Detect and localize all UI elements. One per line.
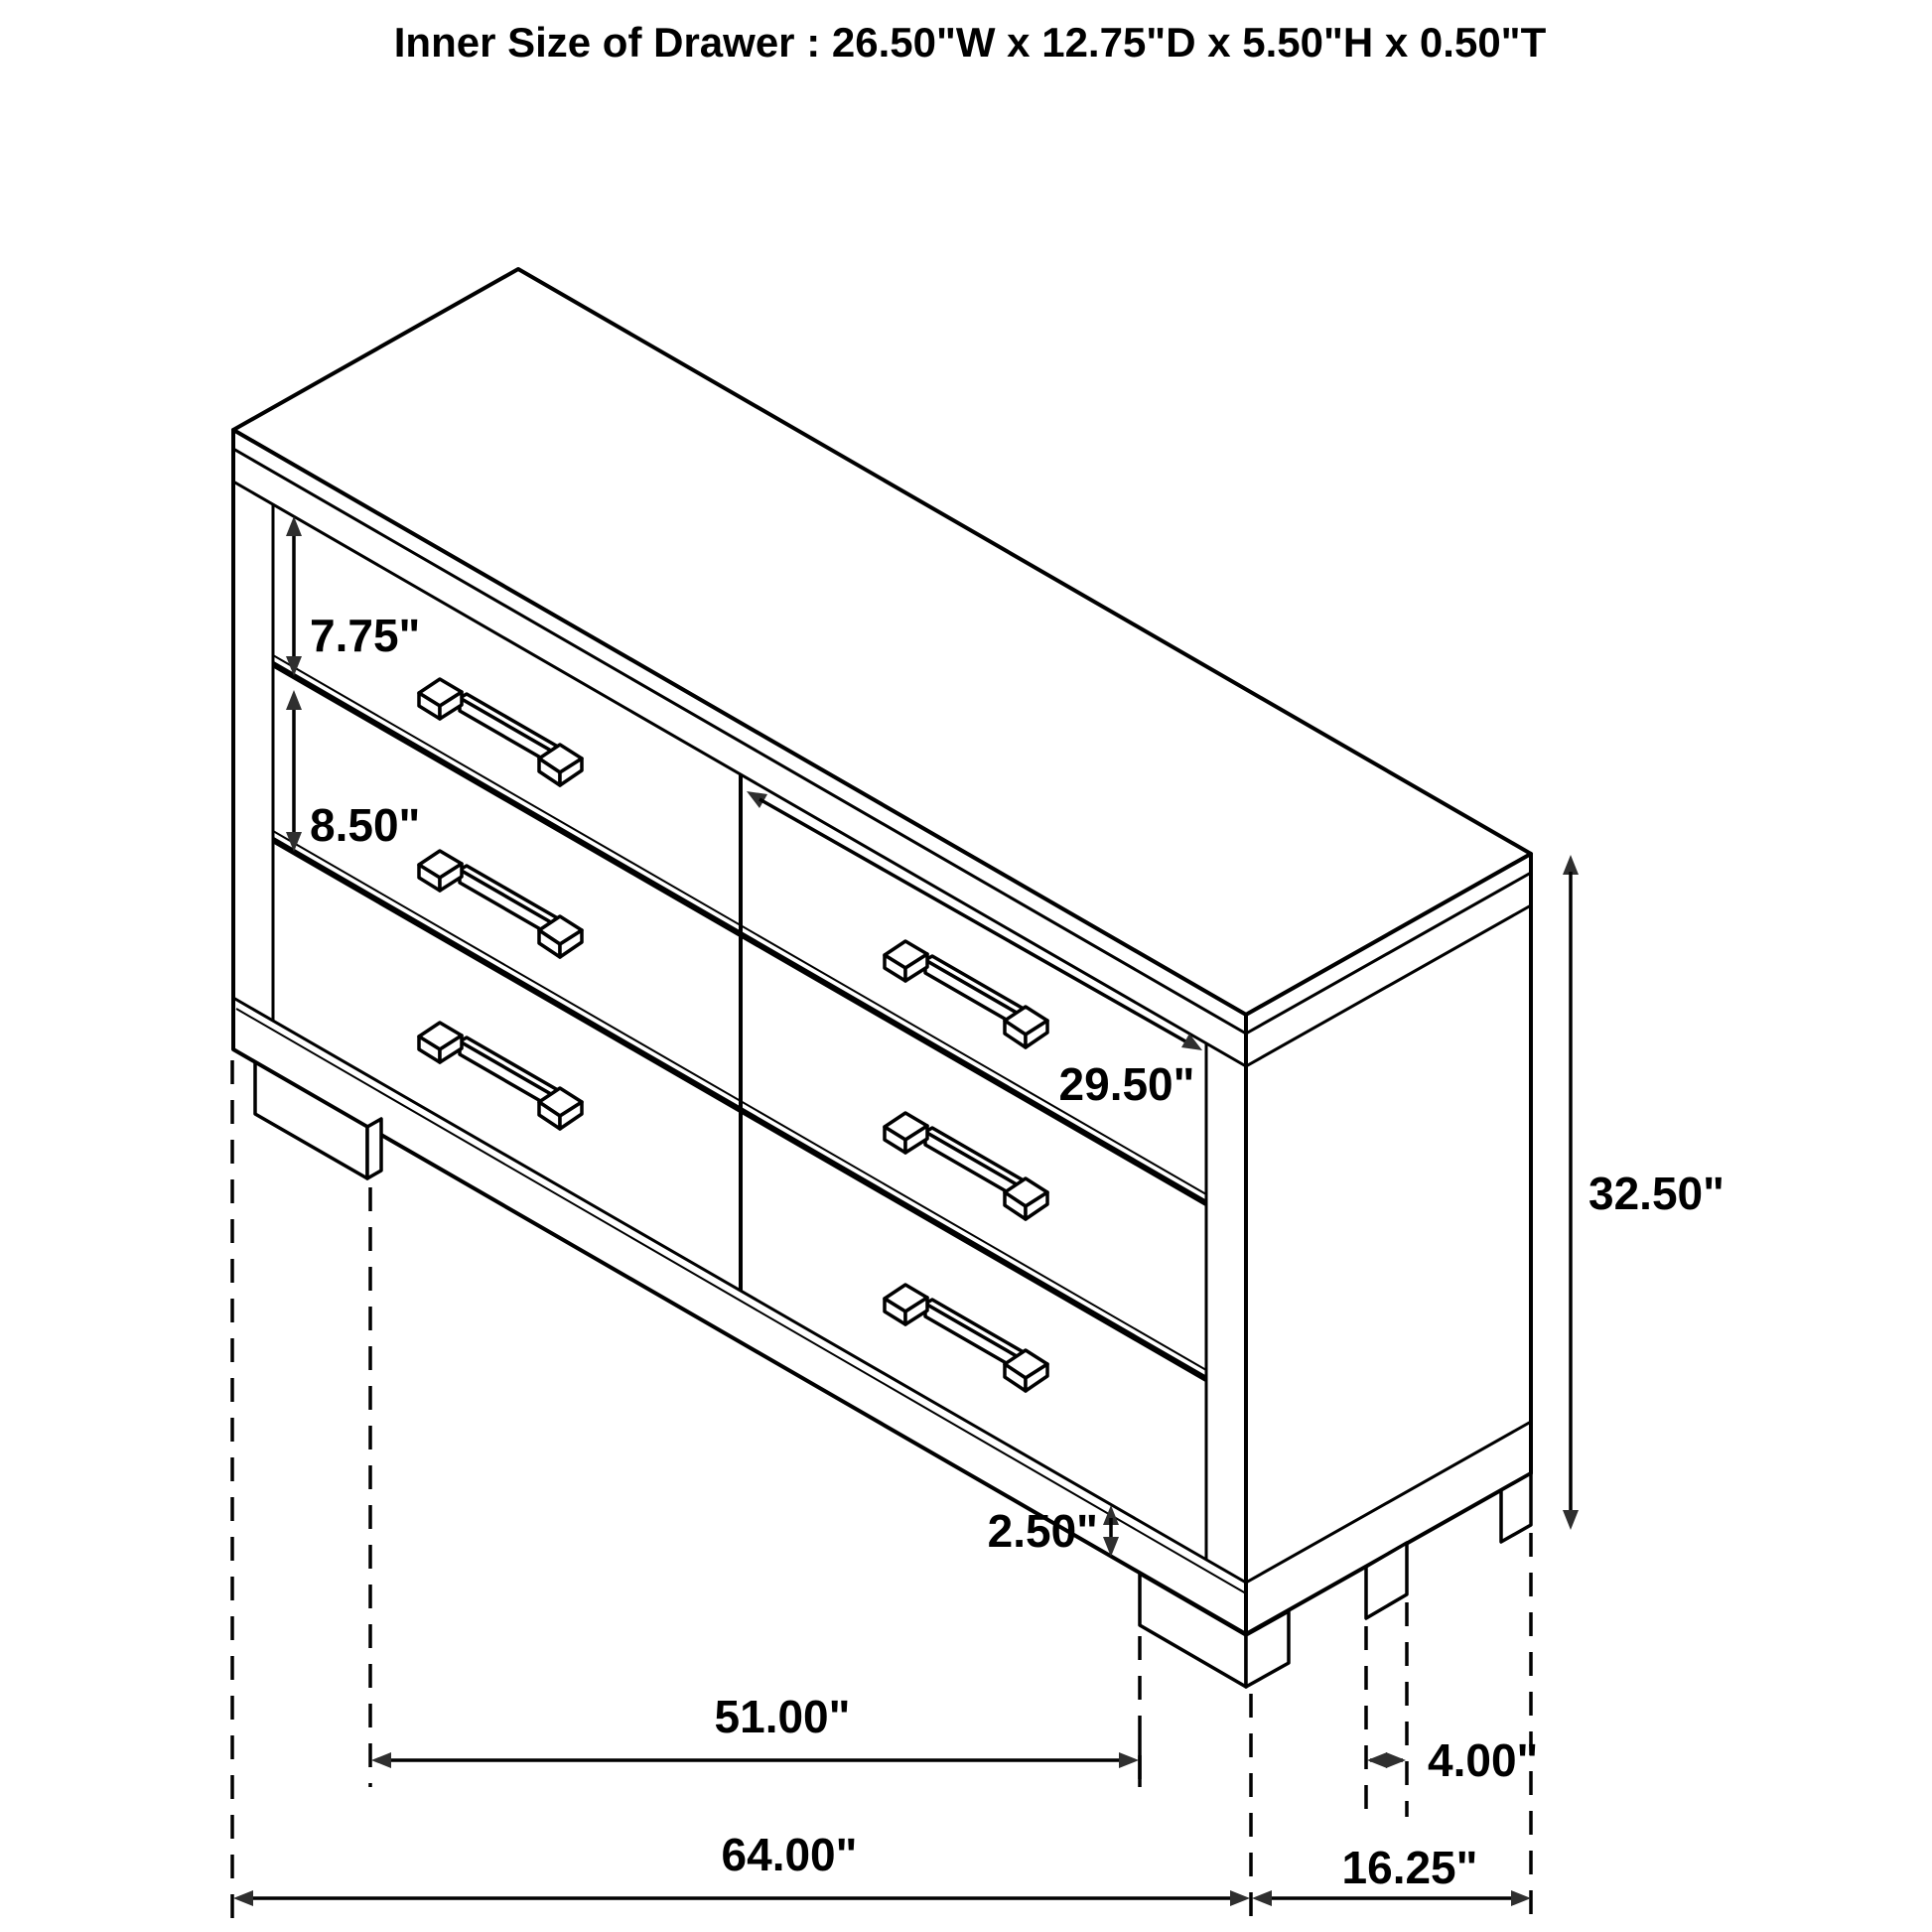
arrowhead-right-icon: [1511, 1890, 1531, 1906]
arrowhead-down-icon: [1563, 1510, 1579, 1530]
dim-label-leg-width: 4.00": [1428, 1734, 1539, 1786]
arrowhead-left-icon: [233, 1890, 253, 1906]
dresser: [233, 269, 1531, 1687]
arrowhead-left-icon: [1252, 1890, 1272, 1906]
dim-label-overall-height: 32.50": [1588, 1168, 1725, 1219]
dim-label-front-leg-span: 51.00": [714, 1691, 851, 1742]
dim-label-drawer1-height: 7.75": [310, 610, 421, 661]
dim-side-depth: [1252, 1842, 1531, 1906]
drawing-title: Inner Size of Drawer : 26.50"W x 12.75"D x 5.50"H x 0.50"T: [393, 19, 1547, 66]
dim-label-side-depth: 16.25": [1341, 1842, 1478, 1893]
arrowhead-left-icon: [371, 1752, 391, 1768]
dim-overall-height: [1563, 855, 1725, 1530]
dim-label-overall-width: 64.00": [721, 1829, 858, 1880]
dim-leg-width: [1367, 1734, 1538, 1786]
arrowhead-right-icon: [1119, 1752, 1139, 1768]
dim-front-leg-span: [371, 1691, 1140, 1787]
arrowhead-left-icon: [1367, 1752, 1387, 1768]
arrowhead-right-icon: [1230, 1890, 1250, 1906]
dim-label-drawer2-height: 8.50": [310, 799, 421, 851]
front-left-leg-side: [367, 1119, 381, 1178]
dim-label-bank-width: 29.50": [1058, 1058, 1195, 1110]
arrowhead-right-icon: [1386, 1752, 1406, 1768]
dim-label-base-height: 2.50": [987, 1505, 1098, 1557]
dim-overall-width: [233, 1829, 1250, 1906]
